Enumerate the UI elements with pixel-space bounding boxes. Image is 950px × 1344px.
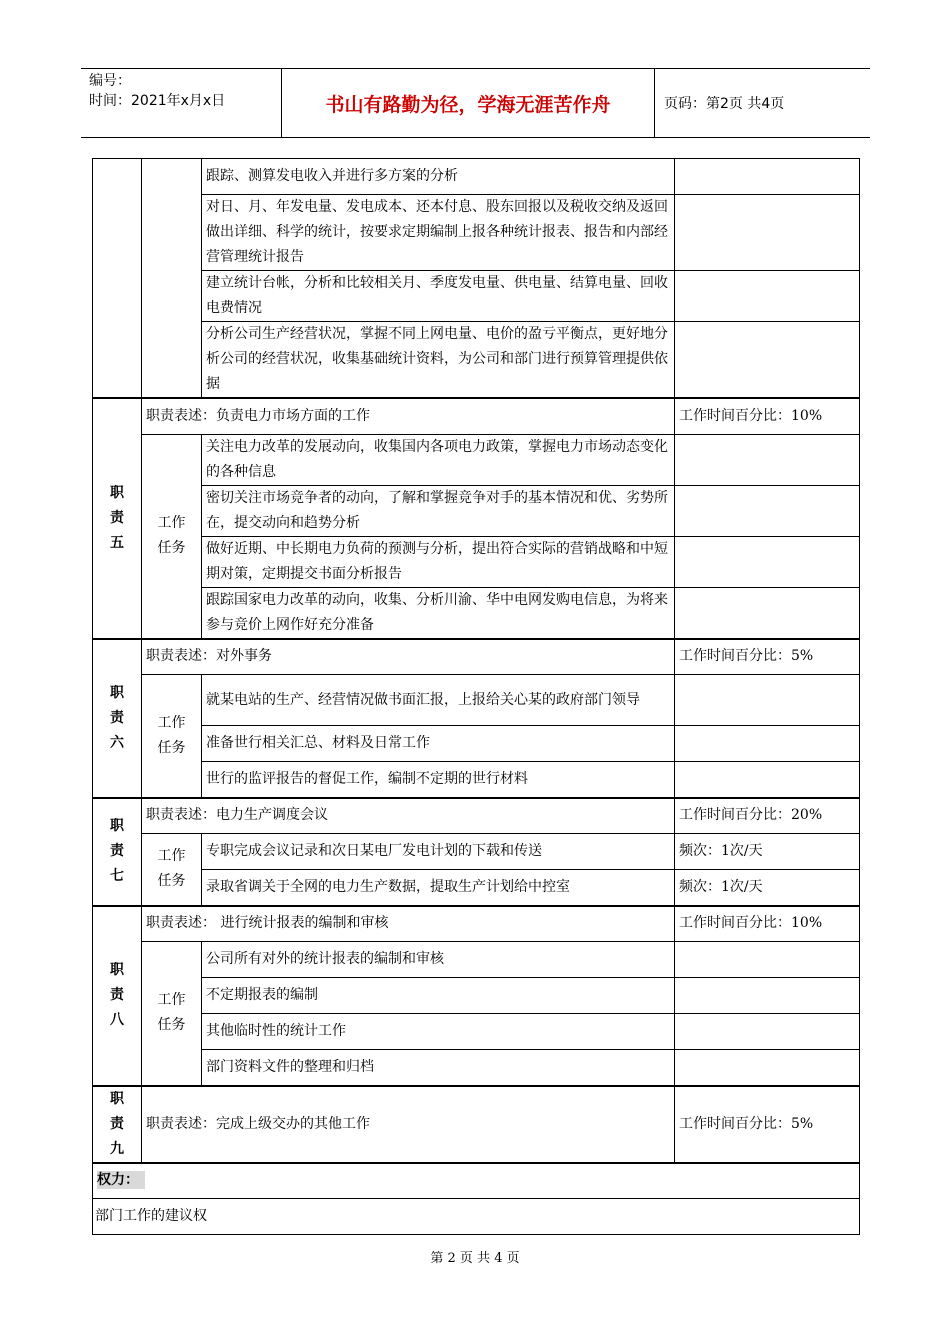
task-text: 做好近期、中长期电力负荷的预测与分析，提出符合实际的营销战略和中短期对策，定期提交书面分析报告	[202, 536, 675, 587]
duty-description: 职责表述：对外事务	[142, 639, 675, 675]
work-task-label	[142, 834, 202, 906]
header-motto: 书山有路勤为径，学海无涯苦作舟	[282, 69, 655, 137]
task-text: 专职完成会议记录和次日某电厂发电计划的下载和传送	[202, 834, 675, 870]
power-label: 权力：	[97, 1171, 145, 1189]
duty-description: 职责表述：完成上级交办的其他工作	[142, 1086, 675, 1163]
task-text: 关注电力改革的发展动向，收集国内各项电力政策，掌握电力市场动态变化的各种信息	[202, 434, 675, 485]
time-percentage: 工作时间百分比：20%	[675, 798, 860, 834]
task-text: 建立统计台帐，分析和比较相关月、季度发电量、供电量、结算电量、回收电费情况	[202, 271, 675, 322]
task-frequency	[675, 726, 860, 762]
work-task-label	[142, 434, 202, 639]
duty-label-cell	[93, 159, 142, 399]
duty-description: 职责表述：负责电力市场方面的工作	[142, 398, 675, 434]
time-percentage: 工作时间百分比：10%	[675, 906, 860, 942]
work-task-label-text: 工作任务	[157, 992, 186, 1034]
header-meta	[81, 69, 282, 137]
task-text: 其他临时性的统计工作	[202, 1014, 675, 1050]
page-footer: 第 2 页 共 4 页	[430, 1251, 520, 1266]
page-header	[81, 68, 870, 138]
task-frequency	[675, 1050, 860, 1086]
task-text: 公司所有对外的统计报表的编制和审核	[202, 942, 675, 978]
task-text: 对日、月、年发电量、发电成本、还本付息、股东回报以及税收交纳及返回做出详细、科学的统计，按要求定期编制上报各种统计报表、报告和内部经营管理统计报告	[202, 195, 675, 271]
duty-description: 职责表述： 进行统计报表的编制和审核	[142, 906, 675, 942]
duty-label	[93, 639, 142, 798]
task-note	[675, 322, 860, 399]
task-frequency	[675, 587, 860, 639]
duty-label	[93, 798, 142, 906]
power-heading	[93, 1163, 860, 1199]
work-task-label-text: 工作任务	[157, 515, 186, 556]
time-percentage: 工作时间百分比：10%	[675, 398, 860, 434]
duty-label	[93, 1086, 142, 1163]
task-text: 不定期报表的编制	[202, 978, 675, 1014]
task-frequency: 频次：1次/天	[675, 870, 860, 906]
task-frequency	[675, 978, 860, 1014]
duty-label-text: 职责六	[110, 684, 124, 751]
duty-label-text: 职责七	[110, 818, 124, 884]
duty-label-text: 职责九	[110, 1090, 124, 1157]
task-frequency	[675, 675, 860, 726]
task-frequency: 频次：1次/天	[675, 834, 860, 870]
duty-description: 职责表述：电力生产调度会议	[142, 798, 675, 834]
duty-label-text: 职责五	[110, 484, 124, 551]
task-text: 跟踪、测算发电收入并进行多方案的分析	[202, 159, 675, 195]
task-text: 世行的监评报告的督促工作，编制不定期的世行材料	[202, 762, 675, 798]
task-text: 就某电站的生产、经营情况做书面汇报，上报给关心某的政府部门领导	[202, 675, 675, 726]
task-text: 部门资料文件的整理和归档	[202, 1050, 675, 1086]
duty-label	[93, 906, 142, 1086]
code-label: 编号：	[89, 73, 131, 89]
time-percentage: 工作时间百分比：5%	[675, 639, 860, 675]
work-task-cell	[142, 159, 202, 399]
work-task-label-text: 工作任务	[157, 848, 186, 890]
task-frequency	[675, 485, 860, 536]
work-task-label	[142, 942, 202, 1086]
duty-label-text: 职责八	[110, 962, 124, 1028]
time-label: 时间：2021年x月x日	[89, 93, 226, 109]
work-task-label-text: 工作任务	[157, 714, 186, 756]
task-text: 准备世行相关汇总、材料及日常工作	[202, 726, 675, 762]
task-note	[675, 271, 860, 322]
task-frequency	[675, 762, 860, 798]
task-frequency	[675, 1014, 860, 1050]
task-text: 分析公司生产经营状况，掌握不同上网电量、电价的盈亏平衡点，更好地分析公司的经营状况，收集基础统计资料，为公司和部门进行预算管理提供依据	[202, 322, 675, 399]
time-percentage: 工作时间百分比：5%	[675, 1086, 860, 1163]
task-note	[675, 195, 860, 271]
duty-label	[93, 398, 142, 639]
task-text: 录取省调关于全网的电力生产数据，提取生产计划给中控室	[202, 870, 675, 906]
duties-table	[92, 158, 860, 1235]
power-item: 部门工作的建议权	[93, 1199, 860, 1235]
task-frequency	[675, 536, 860, 587]
work-task-label	[142, 675, 202, 798]
task-note	[675, 159, 860, 195]
task-text: 密切关注市场竞争者的动向，了解和掌握竞争对手的基本情况和优、劣势所在，提交动向和趋势分析	[202, 485, 675, 536]
task-frequency	[675, 434, 860, 485]
header-page-info: 页码：第2页 共4页	[664, 96, 785, 112]
task-text: 跟踪国家电力改革的动向，收集、分析川渝、华中电网发购电信息，为将来参与竞价上网作好充分准备	[202, 587, 675, 639]
task-frequency	[675, 942, 860, 978]
